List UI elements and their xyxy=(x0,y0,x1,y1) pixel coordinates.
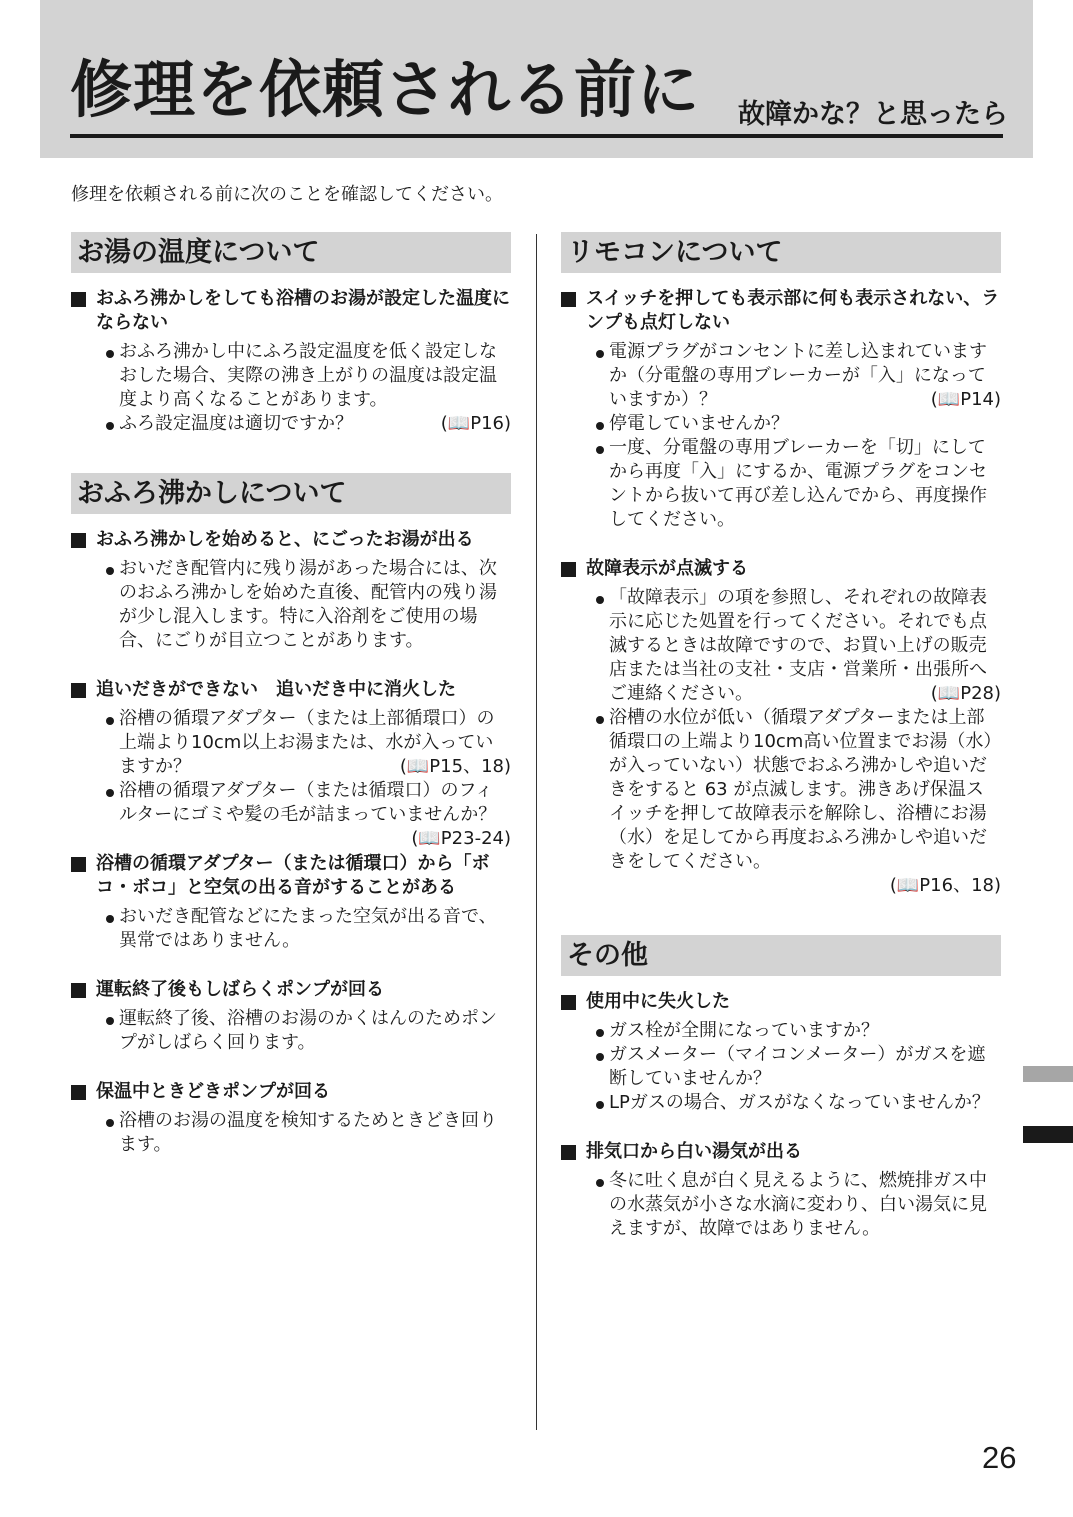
answer-list xyxy=(561,1169,1001,1241)
answer-text: LPガスの場合、ガスがなくなっていませんか？ xyxy=(609,1092,990,1113)
question-title xyxy=(71,852,511,900)
square-marker-icon xyxy=(71,857,86,872)
question-text: おふろ沸かしを始めると、にごったお湯が出る xyxy=(96,529,474,550)
square-marker-icon xyxy=(71,983,86,998)
answer-list xyxy=(71,905,511,953)
question-item xyxy=(71,678,511,849)
section-heading: その他 xyxy=(561,935,1001,976)
answer-list xyxy=(561,586,1001,898)
answer-text: 一度、分電盤の専用ブレーカーを「切」にしてから再度「入」にするか、電源プラグをコンセントから抜いて再び差し込んでから、再度操作してください。 xyxy=(609,437,987,530)
answer-text: ふろ設定温度は適切ですか？ xyxy=(119,413,353,434)
question-text: スイッチを押しても表示部に何も表示されない、ランプも点灯しない xyxy=(586,288,1000,333)
question-text: 故障表示が点滅する xyxy=(586,558,748,579)
page-reference: (📖P15、18) xyxy=(399,756,511,777)
section-heading: おふろ沸かしについて xyxy=(71,473,511,514)
answer-text: 浴槽のお湯の温度を検知するためときどき回ります。 xyxy=(119,1110,497,1155)
question-item xyxy=(561,287,1001,532)
question-item xyxy=(71,528,511,653)
bullet-dot-icon xyxy=(106,1017,114,1025)
question-text: 追いだきができない 追いだき中に消火した xyxy=(96,679,456,700)
bullet-dot-icon xyxy=(106,915,114,923)
answer-item xyxy=(595,436,1001,532)
bullet-dot-icon xyxy=(106,350,114,358)
square-marker-icon xyxy=(561,1145,576,1160)
answer-text: おいだき配管内に残り湯があった場合には、次のおふろ沸かしを始めた直後、配管内の残り湯が少し混入します。特に入浴剤をご使用の場合、にごりが目立つことがあります。 xyxy=(119,558,497,651)
question-item xyxy=(561,990,1001,1115)
question-text: 運転終了後もしばらくポンプが回る xyxy=(96,979,384,1000)
answer-text: ガスメーター（マイコンメーター）がガスを遮断していませんか？ xyxy=(609,1044,986,1089)
answer-item xyxy=(595,412,1001,436)
bullet-dot-icon xyxy=(596,422,604,430)
answer-list xyxy=(71,1007,511,1055)
answer-text: 電源プラグがコンセントに差し込まれていますか（分電盤の専用ブレーカーが「入」になっていますか）？ xyxy=(609,341,987,410)
left-column xyxy=(71,232,511,1194)
answer-item xyxy=(595,1091,1001,1115)
page-reference: (📖P23-24) xyxy=(411,828,511,849)
answer-item xyxy=(595,586,1001,706)
column-divider xyxy=(536,234,537,1430)
answer-list xyxy=(71,557,511,653)
bullet-dot-icon xyxy=(106,789,114,797)
square-marker-icon xyxy=(561,995,576,1010)
page-title: 修理を依頼される前に xyxy=(70,53,701,126)
question-title xyxy=(71,528,511,552)
answer-item xyxy=(105,1007,511,1055)
bullet-dot-icon xyxy=(596,1179,604,1187)
bullet-dot-icon xyxy=(106,1119,114,1127)
bullet-dot-icon xyxy=(596,446,604,454)
answer-text: 停電していませんか？ xyxy=(609,413,789,434)
square-marker-icon xyxy=(71,1085,86,1100)
question-title xyxy=(561,287,1001,335)
answer-item xyxy=(595,1169,1001,1241)
page-reference: (📖P28) xyxy=(930,683,1001,704)
question-title xyxy=(561,1140,1001,1164)
question-item xyxy=(71,287,511,436)
square-marker-icon xyxy=(71,533,86,548)
right-column xyxy=(561,232,1001,1278)
page-reference: (📖P14) xyxy=(930,389,1001,410)
square-marker-icon xyxy=(561,562,576,577)
answer-item xyxy=(595,340,1001,412)
question-text: 浴槽の循環アダプター（または循環口）から「ボコ・ボコ」と空気の出る音がすることがある xyxy=(96,853,490,898)
section xyxy=(71,473,511,1157)
bullet-dot-icon xyxy=(106,717,114,725)
page-reference: (📖P16、18) xyxy=(889,875,1001,896)
question-title xyxy=(561,990,1001,1014)
bullet-dot-icon xyxy=(106,567,114,575)
bullet-dot-icon xyxy=(596,350,604,358)
answer-text: 運転終了後、浴槽のお湯のかくはんのためポンプがしばらく回ります。 xyxy=(119,1008,497,1053)
answer-item xyxy=(595,1043,1001,1091)
bullet-dot-icon xyxy=(596,716,604,724)
bullet-dot-icon xyxy=(596,1053,604,1061)
page-reference: (📖P16) xyxy=(440,413,511,434)
index-tab-gray xyxy=(1023,1066,1073,1082)
page-number: 26 xyxy=(982,1440,1017,1475)
question-title xyxy=(71,678,511,702)
answer-item xyxy=(105,707,511,779)
answer-text: 「故障表示」の項を参照し、それぞれの故障表示に応じた処置を行ってください。それでも点滅するときは故障ですので、お買い上げの販売店または当社の支社・支店・営業所・出張所へご連絡ください。 xyxy=(609,587,987,704)
answer-text: 浴槽の水位が低い（循環アダプターまたは上部循環口の上端より10cm高い位置までお湯（水）が入っていない）状態でおふろ沸かしや追いだきをすると 63 が点滅します。沸きあげ保温スイッチを押して故障表示を解除し、浴槽にお湯（水）を足してから再度おふろ沸かしや追いだきをしてください。 xyxy=(609,707,993,872)
answer-text: 浴槽の循環アダプター（または上部循環口）の上端より10cm以上お湯または、水が入っていますか？ xyxy=(119,708,495,777)
question-text: 保温中ときどきポンプが回る xyxy=(96,1081,330,1102)
question-title xyxy=(561,557,1001,581)
answer-item xyxy=(105,412,511,436)
bullet-dot-icon xyxy=(596,1029,604,1037)
page-header xyxy=(40,0,1033,158)
square-marker-icon xyxy=(561,292,576,307)
question-text: 排気口から白い湯気が出る xyxy=(586,1141,802,1162)
title-underline xyxy=(70,134,1003,138)
answer-item xyxy=(105,779,511,849)
answer-item xyxy=(595,1019,1001,1043)
answer-item xyxy=(105,1109,511,1157)
index-tab-black xyxy=(1023,1126,1073,1143)
question-title xyxy=(71,1080,511,1104)
answer-item xyxy=(105,557,511,653)
question-item xyxy=(71,852,511,953)
question-item xyxy=(561,557,1001,898)
answer-text: 冬に吐く息が白く見えるように、燃焼排ガス中の水蒸気が小さな水滴に変わり、白い湯気に見えますが、故障ではありません。 xyxy=(609,1170,987,1239)
answer-text: おふろ沸かし中にふろ設定温度を低く設定しなおした場合、実際の沸き上がりの温度は設定温度より高くなることがあります。 xyxy=(119,341,497,410)
square-marker-icon xyxy=(71,292,86,307)
page-subtitle: 故障かな？と思ったら xyxy=(738,99,1008,130)
question-text: 使用中に失火した xyxy=(586,991,730,1012)
section-heading: お湯の温度について xyxy=(71,232,511,273)
answer-item xyxy=(595,706,1001,898)
bullet-dot-icon xyxy=(596,596,604,604)
section-heading: リモコンについて xyxy=(561,232,1001,273)
section xyxy=(71,232,511,436)
answer-text: おいだき配管などにたまった空気が出る音で、異常ではありません。 xyxy=(119,906,497,951)
intro-text: 修理を依頼される前に次のことを確認してください。 xyxy=(71,184,503,205)
question-title xyxy=(71,287,511,335)
answer-list xyxy=(71,707,511,849)
section xyxy=(561,935,1001,1241)
square-marker-icon xyxy=(71,683,86,698)
bullet-dot-icon xyxy=(596,1101,604,1109)
answer-list xyxy=(71,1109,511,1157)
answer-list xyxy=(561,340,1001,532)
answer-item xyxy=(105,905,511,953)
question-item xyxy=(71,1080,511,1157)
answer-list xyxy=(71,340,511,436)
answer-text: 浴槽の循環アダプター（または循環口）のフィルターにゴミや髪の毛が詰まっていませんか？ xyxy=(119,780,497,825)
answer-text: ガス栓が全開になっていますか？ xyxy=(609,1020,879,1041)
question-item xyxy=(561,1140,1001,1241)
section xyxy=(561,232,1001,898)
question-title xyxy=(71,978,511,1002)
answer-item xyxy=(105,340,511,412)
bullet-dot-icon xyxy=(106,422,114,430)
question-item xyxy=(71,978,511,1055)
answer-list xyxy=(561,1019,1001,1115)
question-text: おふろ沸かしをしても浴槽のお湯が設定した温度にならない xyxy=(96,288,510,333)
